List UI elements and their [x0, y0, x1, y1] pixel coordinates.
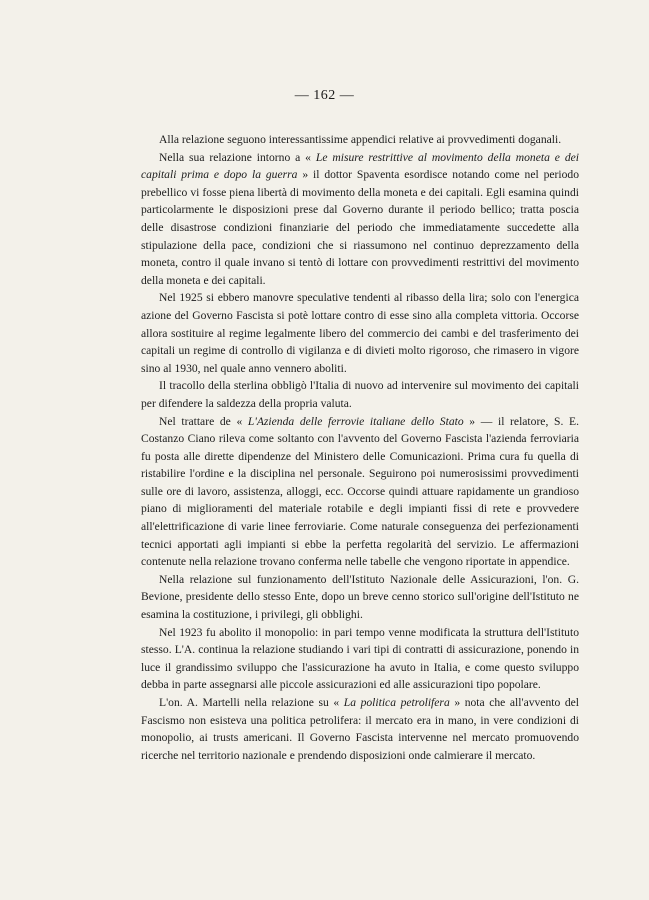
- text-run: » — il relatore, S. E. Costanzo Ciano rileva come soltanto con l'avvento del Governo Fascista l'azienda ferroviaria fu posta alle dirette dipendenze del Ministero delle Comunicazioni. Prima cura fu quella di ristabilire l'ordine e la disciplina nel personale. Seguirono poi numerosissimi provvedimenti sulle ore di lavoro, assistenza, alloggi, ecc. Occorse quindi attuare rapidamente un grandioso piano di miglioramenti del materiale rotabile e degli impianti fissi di rete e provvedere all'elettrificazione di varie linee ferroviarie. Come naturale conseguenza dei perfezionamenti tecnici apportati agli impianti si ebbe la perfetta regolarità del servizio. Le affermazioni contenute nella relazione trovano conferma nelle tabelle che vengono riportate in appendice.: [141, 414, 579, 569]
- text-run: Nella relazione sul funzionamento dell'Istituto Nazionale delle Assicurazioni, l'on. G. Bevione, presidente dello stesso Ente, dopo un breve cenno storico sull'origine dell'Istituto ne esamina la costituzione, i privilegi, gli obblighi.: [141, 572, 579, 622]
- paragraph: [141, 624, 579, 694]
- body-text: [141, 131, 579, 764]
- text-run: Alla relazione seguono interessantissime appendici relative ai provvedimenti doganali.: [159, 133, 562, 146]
- paragraph: [141, 571, 579, 624]
- italic-title: L'Azienda delle ferrovie italiane dello Stato: [247, 414, 464, 428]
- paragraph: [141, 694, 579, 764]
- text-run: Nella sua relazione intorno a «: [159, 150, 316, 164]
- paragraph: [141, 149, 579, 290]
- paragraph: [141, 413, 579, 571]
- paragraph: [141, 377, 579, 412]
- text-run: L'on. A. Martelli nella relazione su «: [159, 696, 344, 709]
- italic-title: Le misure restrittive al movimento della moneta e dei capitali prima e dopo la guerra: [141, 150, 579, 182]
- text-run: Nel trattare de «: [159, 414, 248, 428]
- text-run: Nel 1925 si ebbero manovre speculative tendenti al ribasso della lira; solo con l'energica azione del Governo Fascista si potè lottare contro di esse sino alla completa vittoria. Occorse allora sostituire al regime legalmente libero del commercio dei cambi e del trasferimento dei capitali un regime di controllo di vigilanza e di divieti molto rigoroso, che rimasero in vigore sino al 1930, nel quale anno vennero aboliti.: [141, 291, 579, 375]
- text-run: » il dottor Spaventa esordisce notando come nel periodo prebellico vi fosse piena libertà di movimento della moneta e dei capitali. Egli esamina quindi particolarmente le disposizioni prese dal Governo durante il periodo bellico; tratta poscia delle disastrose condizioni finanziarie del periodo che immediatamente succedette alla stipulazione della pace, condizioni che si riassumono nel continuo deprezzamento della moneta, contro il quale invano si tentò di lottare con provvedimenti restrittivi del movimento della moneta e dei capitali.: [141, 168, 579, 287]
- italic-title: La politica petrolifera: [343, 696, 450, 709]
- page-number: — 162 —: [294, 88, 355, 103]
- text-run: » nota che all'avvento del Fascismo non esisteva una politica petrolifera: il mercato era in mano, in vere condizioni di monopolio, ai trusts americani. Il Governo Fascista intervenne nel mercato promuovendo ricerche nel territorio nazionale e prendendo disposizioni onde calmierare il mercato.: [141, 696, 580, 762]
- text-run: Il tracollo della sterlina obbligò l'Italia di nuovo ad intervenire sul movimento dei capitali per difendere la saldezza della propria valuta.: [141, 379, 579, 410]
- paragraph: [141, 131, 579, 149]
- text-run: Nel 1923 fu abolito il monopolio: in pari tempo venne modificata la struttura dell'Istituto stesso. L'A. continua la relazione studiando i vari tipi di contratti di assicurazione, ponendo in luce il grandissimo sviluppo che l'assicurazione ha avuto in Italia, e come questo sviluppo debba in parte assegnarsi alle piccole assicurazioni ed alle assicurazioni tipo popolare.: [141, 625, 579, 692]
- paragraph: [141, 289, 579, 377]
